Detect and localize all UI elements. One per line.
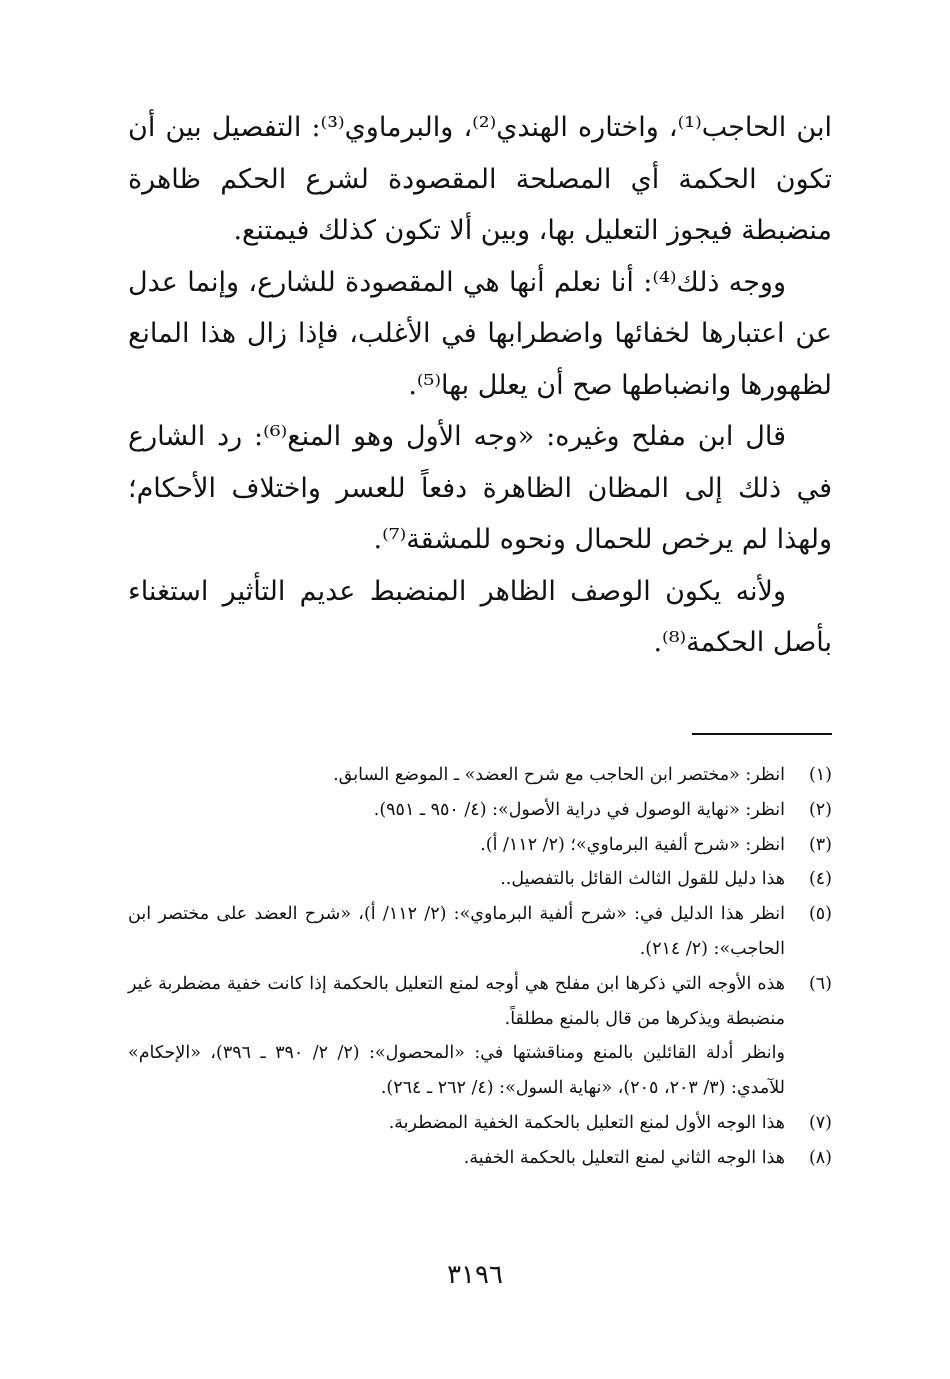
paragraph: ولأنه يكون الوصف الظاهر المنضبط عديم التأثير استغناء بأصل الحكمة⁽⁸⁾. bbox=[128, 575, 832, 658]
footnote-number: (٧) bbox=[808, 1112, 832, 1133]
footnote-number: (٥) bbox=[808, 904, 832, 925]
footnote-number: (١) bbox=[808, 765, 832, 785]
footnote-item bbox=[128, 758, 832, 793]
footnote-text: انظر: «مختصر ابن الحاجب مع شرح العضد» ـ الموضع السابق. bbox=[333, 765, 785, 785]
footnote-number: (٢) bbox=[808, 799, 832, 820]
footnote-text: انظر: «نهاية الوصول في دراية الأصول»: (٤/ ٩٥٠ ـ ٩٥١). bbox=[373, 799, 785, 820]
paragraph: ابن الحاجب⁽¹⁾، واختاره الهندي⁽²⁾، والبرماوي⁽³⁾: التفصيل بين أن تكون الحكمة أي المصلحة المقصودة لشرع الحكم ظاهرة منضبطة فيجوز التعليل بها، وبين ألا تكون كذلك فيمتنع. bbox=[128, 112, 833, 246]
paragraph: قال ابن مفلح وغيره: «وجه الأول وهو المنع⁽⁶⁾: رد الشارع في ذلك إلى المظان الظاهرة دفعاً للعسر واختلاف الأحكام؛ ولهذا لم يرخص للحمال ونحوه للمشقة⁽⁷⁾. bbox=[128, 421, 832, 555]
footnote-item bbox=[128, 1106, 832, 1141]
footnote-text: هذا الوجه الثاني لمنع التعليل بالحكمة الخفية. bbox=[463, 1147, 785, 1168]
footnote-text: انظر هذا الدليل في: «شرح ألفية البرماوي»: (٢/ ١١٢/ أ)، «شرح العضد على مختصر ابن الحاجب»: (٢/ ٢١٤). bbox=[128, 904, 786, 959]
footnote-item bbox=[128, 793, 832, 828]
footnotes bbox=[128, 758, 832, 1176]
footnote-item bbox=[128, 897, 832, 967]
footnote-number: (٦) bbox=[808, 973, 832, 994]
footnote-text: هذا الوجه الأول لمنع التعليل بالحكمة الخفية المضطربة. bbox=[388, 1112, 785, 1133]
footnote-item bbox=[128, 862, 832, 897]
footnote-item bbox=[128, 1141, 832, 1176]
paragraph: ووجه ذلك⁽⁴⁾: أنا نعلم أنها هي المقصودة للشارع، وإنما عدل عن اعتبارها لخفائها واضطرابها في الأغلب، فإذا زال هذا المانع لظهورها وانضباطها صح أن يعلل بها⁽⁵⁾. bbox=[128, 266, 832, 401]
footnote-text: هذه الأوجه التي ذكرها ابن مفلح هي أوجه لمنع التعليل بالحكمة إذا كانت خفية مضطربة غير منضبطة ويذكرها من قال بالمنع مطلقاً. bbox=[128, 973, 785, 1029]
footnote-item bbox=[128, 967, 832, 1037]
footnote-continuation: وانظر أدلة القائلين بالمنع ومناقشتها في: «المحصول»: (٢/ ٢/ ٣٩٠ ـ ٣٩٦)، «الإحكام» للآمدي: (٣/ ٢٠٣، ٢٠٥)، «نهاية السول»: (٤/ ٢٦٢ ـ ٢٦٤). bbox=[128, 1043, 785, 1099]
footnote-text: هذا دليل للقول الثالث القائل بالتفصيل.. bbox=[500, 869, 785, 890]
footnote-number: (٤) bbox=[808, 869, 832, 890]
main-text bbox=[128, 102, 832, 669]
footnote-item bbox=[128, 828, 832, 863]
footnote-number: (٣) bbox=[808, 834, 832, 855]
page-number: ٣١٩٦ bbox=[447, 1260, 503, 1290]
footnote-number: (٨) bbox=[808, 1147, 832, 1168]
footnote-separator bbox=[692, 733, 832, 735]
footnote-text: انظر: «شرح ألفية البرماوي»؛ (٢/ ١١٢/ أ). bbox=[480, 834, 785, 855]
